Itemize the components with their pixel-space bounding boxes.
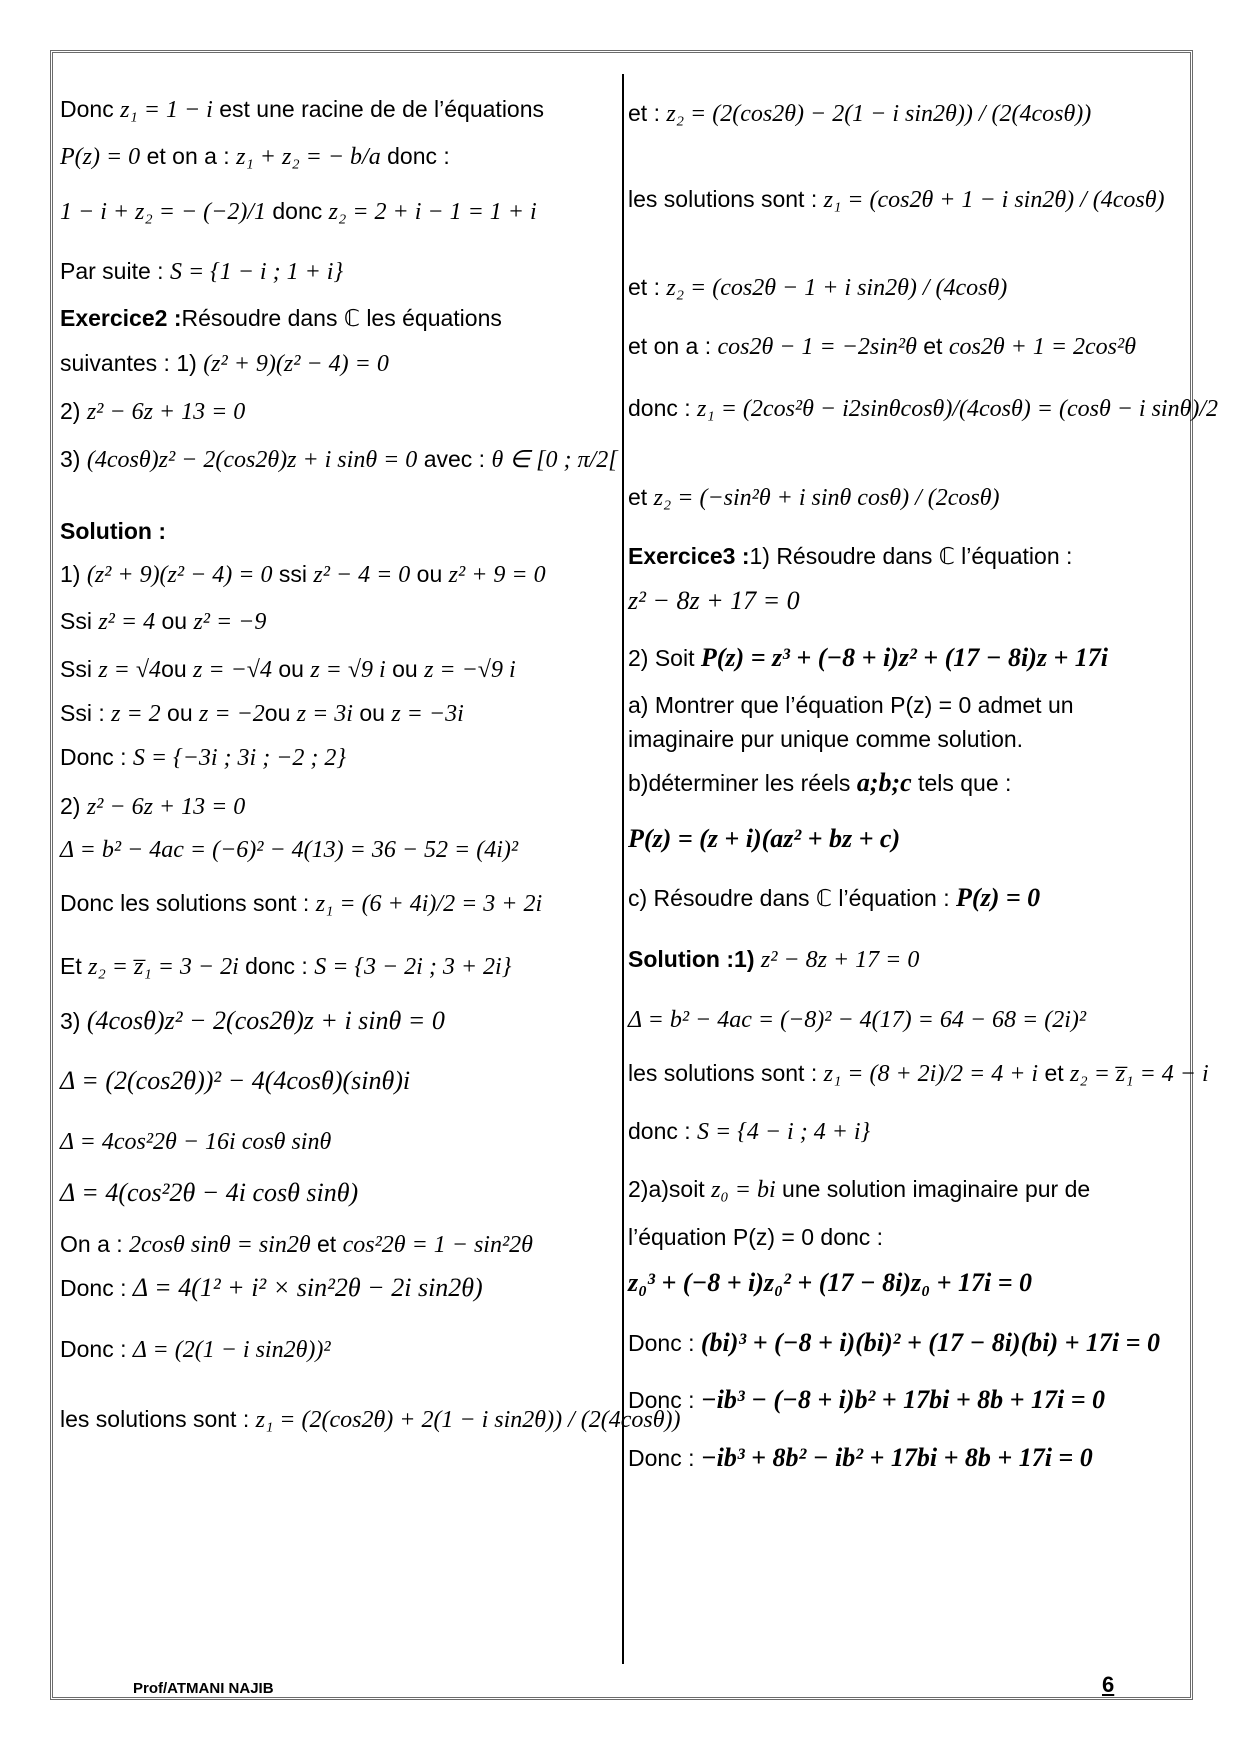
text-segment: ou — [352, 700, 392, 726]
text-segment: c) Résoudre dans ℂ l’équation : — [628, 885, 957, 911]
text-segment: On a : — [60, 1231, 130, 1257]
text-segment: et — [1038, 1060, 1071, 1086]
math-expression: S = {1 − i ; 1 + i} — [169, 259, 344, 285]
math-expression: (z² + 9)(z² − 4) = 0 — [86, 562, 273, 588]
text-line — [628, 1443, 1093, 1473]
text-segment: 3) — [60, 446, 87, 472]
math-expression: Δ = b² − 4ac = (−6)² − 4(13) = 36 − 52 = (4i)² — [60, 837, 519, 863]
text-line — [628, 184, 1165, 215]
text-segment: donc : — [238, 953, 315, 979]
text-line — [628, 944, 919, 975]
math-expression: 2cosθ sinθ = sin2θ — [129, 1232, 311, 1258]
text-segment: Ssi — [60, 656, 99, 682]
footer-author: Prof/ATMANI NAJIB — [133, 1680, 274, 1697]
text-segment: Ssi — [60, 608, 99, 634]
math-expression: z² − 8z + 17 = 0 — [760, 947, 920, 973]
math-expression: z² − 8z + 17 = 0 — [628, 586, 800, 615]
text-line — [60, 654, 516, 685]
math-expression: (4cosθ)z² − 2(cos2θ)z + i sinθ = 0 — [86, 1006, 445, 1035]
text-segment: les solutions sont : — [628, 1060, 824, 1086]
text-segment: 2) Soit — [628, 645, 701, 671]
bold-heading: Solution :1) — [628, 946, 761, 972]
text-segment: Donc : — [60, 1336, 133, 1362]
text-segment: ou — [410, 561, 449, 587]
math-expression: S = {3 − 2i ; 3 + 2i} — [314, 954, 512, 980]
text-segment: et on a : — [628, 333, 718, 359]
text-line — [60, 196, 537, 227]
text-segment: donc : — [628, 395, 698, 421]
math-expression: z₂ = z̅₁ = 4 − i — [1070, 1061, 1209, 1087]
math-expression: Δ = (2(cos2θ))² − 4(4cosθ)(sinθ)i — [60, 1066, 411, 1095]
text-segment: et — [628, 484, 654, 510]
text-line — [60, 888, 542, 919]
math-expression: z = −2 — [199, 701, 265, 727]
text-segment: ou — [385, 656, 425, 682]
text-line — [60, 303, 502, 333]
math-expression: S = {4 − i ; 4 + i} — [697, 1119, 871, 1145]
math-expression: z = 3i — [296, 701, 353, 727]
text-line — [60, 559, 546, 590]
text-line — [60, 1006, 445, 1036]
math-expression: z = −√9 i — [424, 657, 516, 683]
text-segment: avec : — [417, 446, 492, 472]
math-expression: z² + 9 = 0 — [448, 562, 546, 588]
text-segment: suivantes : 1) — [60, 350, 204, 376]
text-segment: ou — [155, 608, 194, 634]
text-line — [628, 331, 1136, 362]
math-expression: z = √9 i — [310, 657, 386, 683]
text-segment: ou — [264, 700, 297, 726]
text-line — [60, 1334, 331, 1365]
text-line — [60, 141, 450, 172]
text-segment: et — [916, 333, 949, 359]
math-expression: cos²2θ = 1 − sin²2θ — [342, 1232, 533, 1258]
text-line — [60, 834, 518, 865]
math-expression: z₂ = 2 + i − 1 = 1 + i — [328, 199, 537, 225]
math-expression: Δ = 4(cos²2θ − 4i cosθ sinθ) — [60, 1178, 359, 1207]
text-line — [60, 1404, 681, 1435]
math-expression: z₁ = (cos2θ + 1 − i sin2θ) / (4cosθ) — [823, 187, 1165, 213]
math-expression: z² = −9 — [193, 609, 267, 635]
math-expression: z₁ = (8 + 2i)/2 = 4 + i — [823, 1061, 1039, 1087]
text-segment: 1) — [60, 561, 87, 587]
text-line — [628, 690, 1074, 720]
text-segment: et on a : — [140, 143, 237, 169]
math-expression: −ib³ + 8b² − ib² + 17bi + 8b + 17i = 0 — [700, 1443, 1093, 1472]
bold-heading: Solution : — [60, 518, 167, 544]
text-line — [628, 883, 1040, 913]
text-segment: Donc : — [60, 744, 133, 770]
text-line — [60, 1126, 331, 1157]
math-expression: P(z) = (z + i)(az² + bz + c) — [628, 824, 901, 853]
text-line — [628, 1222, 883, 1252]
math-expression: a;b;c — [856, 768, 912, 797]
text-segment: Donc — [60, 96, 121, 122]
text-segment: ssi — [272, 561, 314, 587]
text-line — [60, 1178, 358, 1208]
math-expression: P(z) = 0 — [60, 144, 141, 170]
text-segment: l’équation P(z) = 0 donc : — [628, 1224, 884, 1250]
math-expression: (bi)³ + (−8 + i)(bi)² + (17 − 8i)(bi) + 17i = 0 — [700, 1328, 1160, 1357]
math-expression: z₀³ + (−8 + i)z₀² + (17 − 8i)z₀ + 17i = 0 — [628, 1268, 1033, 1297]
math-expression: z = 2 — [111, 701, 161, 727]
math-expression: cos2θ − 1 = −2sin²θ — [717, 334, 917, 360]
text-line — [628, 98, 1091, 129]
math-expression: S = {−3i ; 3i ; −2 ; 2} — [132, 745, 346, 771]
math-expression: θ ∈ [0 ; π/2[ — [491, 447, 618, 473]
math-expression: cos2θ + 1 = 2cos²θ — [948, 334, 1136, 360]
text-segment: ou — [271, 656, 311, 682]
text-segment: ou — [161, 656, 194, 682]
text-segment: et : — [628, 274, 667, 300]
text-segment: donc : — [628, 1118, 698, 1144]
text-line — [60, 951, 511, 982]
page-number: 6 — [1102, 1672, 1115, 1697]
math-expression: Δ = 4cos²2θ − 16i cosθ sinθ — [60, 1129, 332, 1155]
text-line — [628, 541, 1072, 571]
math-expression: z₂ = (cos2θ − 1 + i sin2θ) / (4cosθ) — [666, 275, 1008, 301]
math-expression: z₁ = 1 − i — [120, 97, 213, 123]
text-line — [628, 724, 1023, 754]
bold-heading: Exercice3 : — [628, 543, 750, 569]
text-segment: les solutions sont : — [628, 186, 824, 212]
text-segment: 3) — [60, 1008, 87, 1034]
text-segment: donc — [265, 198, 329, 224]
text-segment: b)déterminer les réels — [628, 770, 857, 796]
math-expression: P(z) = z³ + (−8 + i)z² + (17 − 8i)z + 17i — [700, 643, 1109, 672]
math-expression: P(z) = 0 — [956, 883, 1041, 912]
math-expression: z = −3i — [391, 701, 464, 727]
text-segment: Et — [60, 953, 89, 979]
text-line — [628, 768, 1011, 798]
text-segment: Donc : — [60, 1275, 133, 1301]
text-segment: Donc les solutions sont : — [60, 890, 316, 916]
math-expression: Δ = 4(1² + i² × sin²2θ − 2i sin2θ) — [132, 1273, 483, 1302]
text-segment: et : — [628, 100, 667, 126]
text-line — [628, 482, 1000, 513]
text-segment: les solutions sont : — [60, 1406, 256, 1432]
math-expression: z² − 6z + 13 = 0 — [86, 399, 246, 425]
text-line — [60, 791, 245, 822]
text-segment: imaginaire pur unique comme solution. — [628, 726, 1024, 752]
math-expression: z² = 4 — [98, 609, 156, 635]
math-expression: z₂ = z̅₁ = 3 − 2i — [88, 954, 239, 980]
text-segment: donc : — [380, 143, 450, 169]
math-expression: z = −√4 — [193, 657, 272, 683]
text-line — [628, 1328, 1160, 1358]
text-line — [628, 272, 1007, 303]
text-line — [628, 1058, 1209, 1089]
text-line — [628, 1385, 1105, 1415]
text-segment: 1) Résoudre dans ℂ l’équation : — [749, 543, 1073, 569]
text-line — [628, 1004, 1086, 1035]
text-line — [628, 824, 900, 854]
text-line — [60, 444, 618, 475]
math-expression: 1 − i + z₂ = − (−2)/1 — [60, 199, 266, 225]
text-line — [60, 698, 464, 729]
text-segment: a) Montrer que l’équation P(z) = 0 admet un — [628, 692, 1074, 718]
text-segment: 2) — [60, 793, 87, 819]
text-line — [628, 393, 1218, 424]
math-expression: z₁ = (2cos²θ − i2sinθcosθ)/(4cosθ) = (cosθ − i sinθ)/2 — [697, 396, 1219, 422]
text-line — [60, 348, 389, 379]
math-expression: z = √4 — [98, 657, 162, 683]
text-segment: ou — [160, 700, 200, 726]
text-line — [628, 1268, 1032, 1298]
text-segment: 2) — [60, 398, 87, 424]
math-expression: z² − 4 = 0 — [313, 562, 411, 588]
text-segment: Donc : — [628, 1387, 701, 1413]
math-expression: z₂ = (2(cos2θ) − 2(1 − i sin2θ)) / (2(4cosθ)) — [666, 101, 1092, 127]
text-line — [628, 1116, 870, 1147]
math-expression: z₁ = (6 + 4i)/2 = 3 + 2i — [315, 891, 543, 917]
text-line — [60, 742, 346, 773]
text-segment: et — [310, 1231, 343, 1257]
math-expression: z₂ = (−sin²θ + i sinθ cosθ) / (2cosθ) — [653, 485, 1000, 511]
text-line — [60, 606, 266, 637]
text-segment: une solution imaginaire pur de — [775, 1176, 1091, 1202]
text-segment: tels que : — [911, 770, 1012, 796]
text-segment: Par suite : — [60, 258, 170, 284]
text-line — [60, 94, 544, 125]
math-expression: Δ = (2(1 − i sin2θ))² — [132, 1337, 331, 1363]
text-line — [60, 1066, 410, 1096]
text-line — [60, 516, 166, 546]
math-expression: Δ = b² − 4ac = (−8)² − 4(17) = 64 − 68 = (2i)² — [628, 1007, 1087, 1033]
text-segment: Donc : — [628, 1445, 701, 1471]
text-segment: Donc : — [628, 1330, 701, 1356]
text-line — [628, 643, 1108, 673]
math-expression: −ib³ − (−8 + i)b² + 17bi + 8b + 17i = 0 — [700, 1385, 1106, 1414]
math-expression: z₁ + z₂ = − b/a — [236, 144, 381, 170]
bold-heading: Exercice2 : — [60, 305, 182, 331]
text-segment: 2)a)soit — [628, 1176, 712, 1202]
text-segment: est une racine de de l’équations — [212, 96, 545, 122]
text-line — [628, 1174, 1090, 1205]
text-line — [60, 256, 343, 287]
math-expression: z² − 6z + 13 = 0 — [86, 794, 246, 820]
math-expression: z₁ = (2(cos2θ) + 2(1 − i sin2θ)) / (2(4cosθ)) — [255, 1407, 681, 1433]
text-line — [60, 1273, 483, 1303]
text-line — [60, 1229, 533, 1260]
text-line — [628, 586, 800, 616]
text-segment: Résoudre dans ℂ les équations — [181, 305, 502, 331]
text-line — [60, 396, 245, 427]
math-expression: z₀ = bi — [711, 1177, 776, 1203]
text-segment: Ssi : — [60, 700, 112, 726]
math-expression: (4cosθ)z² − 2(cos2θ)z + i sinθ = 0 — [86, 447, 418, 473]
math-expression: (z² + 9)(z² − 4) = 0 — [203, 351, 389, 377]
